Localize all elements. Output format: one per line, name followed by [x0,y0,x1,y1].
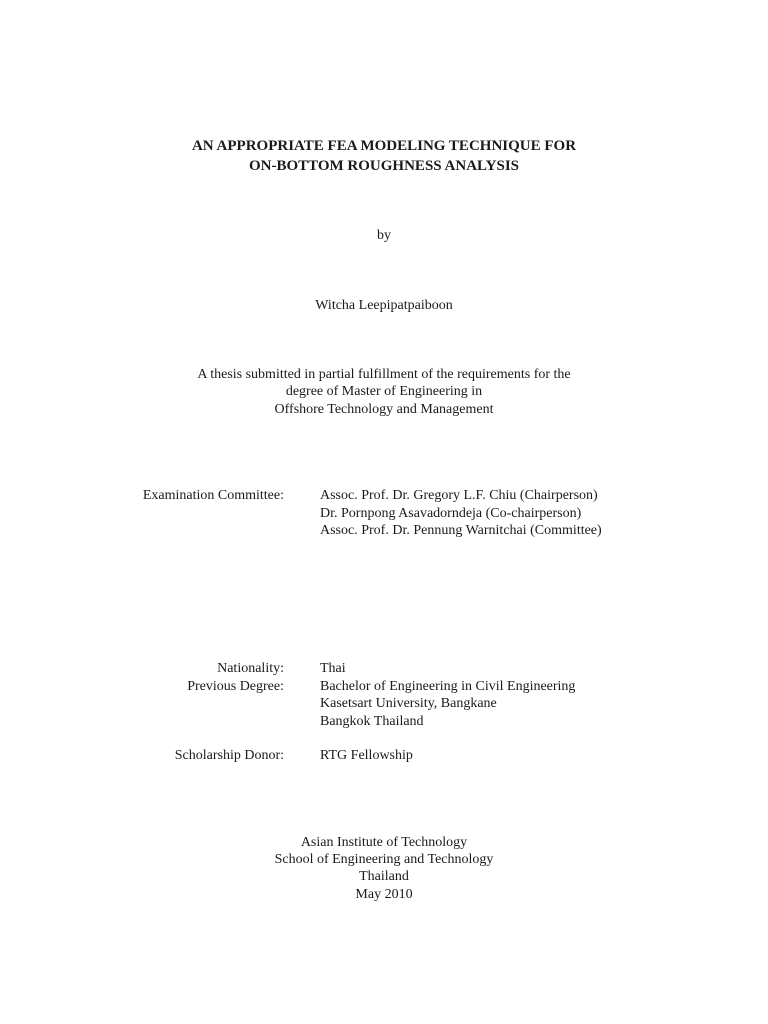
scholarship-value: RTG Fellowship [320,748,413,763]
previous-degree-label: Previous Degree: [187,679,284,694]
country: Thailand [359,869,409,884]
committee-label: Examination Committee: [142,488,284,503]
thesis-title-line-2: ON-BOTTOM ROUGHNESS ANALYSIS [248,158,520,174]
previous-degree-line: Bangkok Thailand [320,714,424,729]
author-name: Witcha Leepipatpaiboon [315,298,453,313]
scholarship-label: Scholarship Donor: [174,748,284,763]
committee-member: Assoc. Prof. Dr. Gregory L.F. Chiu (Chairperson) [320,488,598,503]
nationality-label: Nationality: [217,661,284,676]
by-text: by [377,228,391,243]
committee-member: Assoc. Prof. Dr. Pennung Warnitchai (Committee) [320,523,602,538]
thesis-statement-line-2: degree of Master of Engineering in [285,384,483,399]
school-name: School of Engineering and Technology [274,852,494,867]
thesis-statement-line-1: A thesis submitted in partial fulfillment of the requirements for the [197,367,571,382]
submission-date: May 2010 [355,887,413,902]
thesis-title-line-1: AN APPROPRIATE FEA MODELING TECHNIQUE FOR [191,138,577,154]
nationality-value: Thai [320,661,346,676]
previous-degree-line: Kasetsart University, Bangkane [320,696,497,711]
committee-member: Dr. Pornpong Asavadorndeja (Co-chairperson) [320,506,582,521]
institution-name: Asian Institute of Technology [300,835,468,850]
previous-degree-line: Bachelor of Engineering in Civil Engineering [320,679,576,694]
thesis-statement-line-3: Offshore Technology and Management [274,402,494,417]
